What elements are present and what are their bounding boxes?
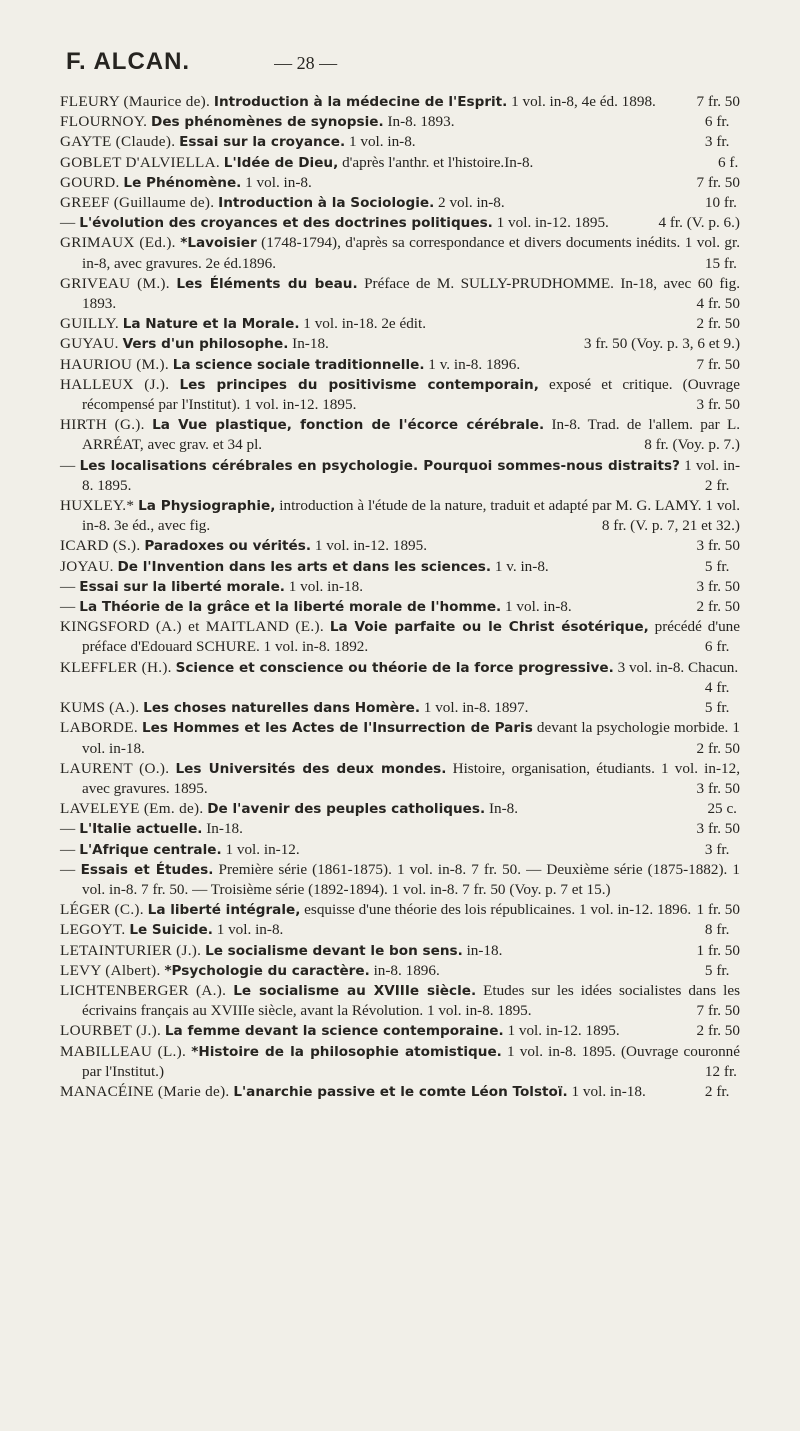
entry-author: GREEF (Guillaume de). (60, 194, 215, 212)
catalogue-entries (60, 92, 740, 1102)
catalogue-entry (60, 557, 740, 577)
entry-detail: In-18. (292, 335, 329, 353)
entry-detail: exposé et critique. (Ouvrage récompensé par l'Institut). 1 vol. in-12. 1895. (82, 375, 740, 414)
catalogue-entry (60, 334, 740, 354)
catalogue-entry (60, 375, 740, 415)
entry-price: 5 fr. (704, 699, 730, 717)
entry-detail: 1 v. in-8. 1896. (428, 355, 521, 373)
entry-title: La femme devant la science contemporaine. (164, 1023, 504, 1040)
entry-title: Les localisations cérébrales en psychologie. Pourquoi sommes-nous distraits? (79, 457, 680, 474)
entry-price: 3 fr. 50 (Voy. p. 3, 6 et 9.) (583, 335, 740, 353)
entry-detail: 1 vol. in-18. (288, 577, 363, 595)
entry-author: — (60, 598, 76, 616)
entry-detail: 1 vol. in-12. 1895. (314, 537, 428, 555)
entry-author: HIRTH (G.). (60, 416, 145, 434)
catalogue-entry (60, 718, 740, 758)
catalogue-entry (60, 1082, 740, 1102)
entry-detail: 1 vol. in-12. (225, 840, 300, 858)
entry-title: La Physiographie, (138, 498, 276, 515)
entry-author: LOURBET (J.). (60, 1022, 162, 1040)
entry-detail: Etudes sur les idées socialistes dans les écrivains français au XVIIIe siècle, avant la Révolution. 1 vol. in-8. 1895. (82, 981, 741, 1020)
entry-detail: In-8. 1893. (387, 113, 455, 131)
entry-title: La Nature et la Morale. (122, 316, 300, 333)
entry-price: 4 fr. (704, 678, 730, 696)
entry-author: GAYTE (Claude). (60, 133, 176, 151)
entry-price: 2 fr. 50 (696, 1022, 740, 1040)
catalogue-entry (60, 112, 740, 132)
entry-title: Les principes du positivisme contemporain, (179, 376, 539, 393)
entry-title: L'Italie actuelle. (79, 821, 203, 838)
entry-detail: 1 vol. in-8, 4e éd. 1898. (511, 93, 656, 110)
publisher-name: F. ALCAN. (66, 48, 191, 75)
catalogue-entry (60, 860, 740, 900)
catalogue-entry (60, 920, 740, 940)
entry-author: LEGOYT. (60, 921, 126, 939)
entry-detail: Première série (1861-1875). 1 vol. in-8. 7 fr. 50. — Deuxième série (1875-1882). 1 vol. in-8. 7 fr. 50. — Troisième série (1892-1894). 1 vol. in-8. 7 fr. 50 (Voy. p. 7 et 15.) (82, 860, 741, 898)
entry-author: MANACÉINE (Marie de). (60, 1082, 230, 1100)
entry-author: JOYAU. (60, 557, 114, 575)
entry-detail: 1 vol. in-18. (571, 1082, 646, 1100)
entry-detail: 2 vol. in-8. (438, 194, 505, 212)
entry-price: 2 fr. (704, 1082, 730, 1100)
entry-author: GUYAU. (60, 335, 119, 353)
entry-author: HALLEUX (J.). (60, 375, 170, 393)
entry-detail: 1 vol. in-8. 1897. (423, 699, 529, 717)
catalogue-entry (60, 1021, 740, 1041)
entry-detail: précédé d'une préface d'Edouard SCHURE. 1 vol. in-8. 1892. (82, 618, 741, 656)
entry-detail: d'après l'anthr. et l'histoire.In-8. (342, 153, 534, 171)
entry-title: Science et conscience ou théorie de la force progressive. (175, 659, 614, 676)
entry-detail: (1748-1794), d'après sa correspondance et divers documents inédits. 1 vol. gr. in-8, avec gravures. 2e éd.1896. (82, 234, 741, 272)
catalogue-entry (60, 577, 740, 597)
entry-title: La Voie parfaite ou le Christ ésotérique, (329, 619, 649, 636)
catalogue-entry (60, 840, 740, 860)
entry-title: La science sociale traditionnelle. (172, 356, 425, 373)
entry-title: L'évolution des croyances et des doctrines politiques. (79, 215, 493, 232)
catalogue-entry (60, 981, 740, 1021)
entry-price: 2 fr. 50 (696, 315, 740, 333)
entry-price: 5 fr. (704, 557, 730, 575)
entry-price: 1 fr. 50 (696, 901, 740, 919)
entry-author: LÉGER (C.). (60, 901, 144, 919)
entry-author: LABORDE. (60, 719, 138, 737)
catalogue-entry (60, 193, 740, 213)
catalogue-entry (60, 132, 740, 152)
catalogue-entry (60, 213, 740, 233)
entry-price: 3 fr. 50 (696, 537, 740, 555)
catalogue-entry (60, 314, 740, 334)
entry-author: MABILLEAU (L.). (60, 1042, 187, 1060)
entry-author: GUILLY. (60, 315, 119, 333)
entry-price: 3 fr. 50 (696, 577, 740, 595)
entry-author: — (60, 214, 76, 232)
entry-author: FLOURNOY. (60, 113, 148, 131)
entry-price: 2 fr. (704, 476, 730, 494)
entry-price: 6 fr. (704, 113, 730, 131)
entry-title: Le Phénomène. (123, 174, 242, 191)
entry-detail: 3 vol. in-8. Chacun. (617, 658, 739, 676)
catalogue-entry (60, 1042, 740, 1082)
catalogue-entry (60, 274, 740, 314)
entry-price: 2 fr. 50 (696, 739, 740, 757)
entry-price: 10 fr. (704, 194, 737, 212)
entry-detail: in-8. 1896. (373, 961, 440, 979)
catalogue-entry (60, 900, 740, 920)
catalogue-entry (60, 658, 740, 698)
entry-detail: 1 vol. in-8. 1895. (82, 456, 741, 494)
entry-author: LAVELEYE (Em. de). (60, 800, 204, 818)
catalogue-entry (60, 819, 740, 839)
catalogue-entry (60, 597, 740, 617)
entry-author: — (60, 840, 76, 858)
entry-detail: 1 vol. in-12. 1895. (496, 214, 609, 232)
catalogue-entry (60, 961, 740, 981)
catalogue-entry (60, 799, 740, 819)
entry-detail: in-18. (466, 941, 503, 959)
entry-author: GOBLET D'ALVIELLA. (60, 153, 220, 171)
entry-author: FLEURY (Maurice de). (60, 93, 211, 110)
entry-title: Essais et Études. (80, 861, 214, 878)
entry-title: L'Idée de Dieu, (223, 154, 339, 171)
entry-title: Paradoxes ou vérités. (144, 538, 312, 555)
entry-title: La Vue plastique, fonction de l'écorce cérébrale. (152, 417, 545, 434)
entry-title: Le socialisme devant le bon sens. (205, 942, 463, 959)
entry-title: Essai sur la liberté morale. (79, 578, 285, 595)
entry-price: 2 fr. 50 (696, 598, 740, 616)
entry-detail: 1 vol. in-8. (245, 173, 312, 191)
entry-title: Le Suicide. (129, 922, 213, 939)
entry-title: Introduction à la Sociologie. (218, 195, 435, 212)
entry-author: HUXLEY.* (60, 497, 135, 515)
entry-title: De l'Invention dans les arts et dans les sciences. (117, 558, 492, 575)
entry-title: Les choses naturelles dans Homère. (143, 700, 420, 717)
entry-title: Essai sur la croyance. (179, 134, 346, 151)
entry-detail: 1 vol. in-8. (348, 133, 416, 151)
entry-price: 8 fr. (Voy. p. 7.) (644, 436, 740, 454)
catalogue-entry (60, 415, 740, 455)
entry-title: Vers d'un philosophe. (122, 336, 289, 353)
entry-title: Les Universités des deux mondes. (175, 760, 447, 777)
entry-price: 7 fr. 50 (696, 93, 740, 110)
entry-price: 4 fr. (V. p. 6.) (658, 214, 740, 232)
entry-author: LETAINTURIER (J.). (60, 941, 202, 959)
entry-title: *Psychologie du caractère. (164, 962, 370, 979)
entry-author: KUMS (A.). (60, 699, 140, 717)
catalogue-entry: GOBLET D'ALVIELLA. L'Idée de Dieu, d'après l'anthr. et l'histoire.In-8. 6 f. (60, 153, 739, 171)
entry-price: 5 fr. (704, 961, 730, 979)
entry-price: 8 fr. (704, 921, 730, 939)
entry-author: KINGSFORD (A.) et MAITLAND (E.). (60, 618, 324, 636)
catalogue-entry (60, 698, 740, 718)
entry-title: La liberté intégrale, (147, 902, 301, 919)
entry-title: *Lavoisier (180, 235, 257, 252)
entry-author: GRIVEAU (M.). (60, 274, 170, 292)
entry-price: 8 fr. (V. p. 7, 21 et 32.) (601, 517, 740, 535)
catalogue-entry (60, 456, 740, 496)
entry-price: 7 fr. 50 (696, 173, 740, 191)
entry-price: 4 fr. 50 (696, 295, 740, 313)
entry-detail: In-8. Trad. de l'allem. par L. ARRÉAT, avec grav. et 34 pl. (82, 416, 741, 454)
entry-detail: esquisse d'une théorie des lois républicaines. 1 vol. in-12. 1896. (304, 901, 692, 919)
entry-title: L'Afrique centrale. (79, 841, 222, 858)
entry-title: *Histoire de la philosophie atomistique. (191, 1043, 502, 1060)
entry-author: LICHTENBERGER (A.). (60, 981, 227, 999)
entry-price: 7 fr. 50 (696, 355, 740, 373)
entry-price: 3 fr. 50 (696, 396, 740, 414)
entry-title: Introduction à la médecine de l'Esprit. (213, 94, 508, 110)
entry-title: De l'avenir des peuples catholiques. (207, 801, 486, 818)
entry-price: 25 c. (707, 800, 737, 818)
catalogue-entry (60, 233, 740, 273)
entry-title: Des phénomènes de synopsie. (151, 114, 384, 131)
entry-price: 3 fr. (704, 133, 730, 151)
entry-title: Le socialisme au XVIIIe siècle. (233, 982, 477, 999)
page-header (60, 48, 740, 82)
page-number: — 28 — (274, 53, 338, 73)
entry-price: 7 fr. 50 (696, 1002, 740, 1020)
entry-author: KLEFFLER (H.). (60, 658, 172, 676)
entry-price: 3 fr. (704, 840, 730, 858)
entry-price: 1 fr. 50 (696, 941, 740, 959)
entry-detail: In-8. (488, 800, 519, 818)
entry-price: 12 fr. (704, 1062, 737, 1080)
entry-title: La Théorie de la grâce et la liberté morale de l'homme. (79, 599, 502, 616)
entry-author: GOURD. (60, 173, 120, 191)
entry-detail: Préface de M. SULLY-PRUDHOMME. In-18, avec 60 fig. 1893. (82, 274, 741, 313)
entry-author: LEVY (Albert). (60, 961, 161, 979)
catalogue-entry (60, 355, 740, 375)
catalogue-entry (60, 496, 740, 536)
entry-detail: introduction à l'étude de la nature, traduit et adapté par M. G. LAMY. 1 vol. in-8. 3e éd., avec fig. (82, 497, 741, 535)
entry-detail: Histoire, organisation, étudiants. 1 vol. in-12, avec gravures. 1895. (82, 759, 741, 797)
entry-title: L'anarchie passive et le comte Léon Tolstoï. (233, 1083, 568, 1100)
entry-detail: 1 vol. in-12. 1895. (507, 1022, 620, 1040)
entry-price: 6 fr. (704, 638, 730, 656)
entry-author: ICARD (S.). (60, 537, 141, 555)
entry-detail: 1 vol. in-8. 1895. (Ouvrage couronné par l'Institut.) (82, 1042, 741, 1080)
entry-author: — (60, 456, 76, 474)
entry-detail: 1 vol. in-18. 2e édit. (303, 315, 427, 333)
entry-detail: devant la psychologie morbide. 1 vol. in-18. (82, 719, 741, 757)
entry-price: 3 fr. 50 (696, 820, 740, 838)
entry-price: 15 fr. (704, 254, 737, 272)
entry-detail: In-18. (206, 820, 243, 838)
entry-author: GRIMAUX (Ed.). (60, 234, 176, 252)
entry-detail: 1 vol. in-8. (505, 598, 572, 616)
catalogue-entry (60, 173, 740, 193)
entry-author: — (60, 577, 76, 595)
entry-detail: 1 v. in-8. (494, 557, 549, 575)
catalogue-entry (60, 759, 740, 799)
entry-detail: 1 vol. in-8. (216, 921, 284, 939)
entry-title: Les Éléments du beau. (176, 275, 358, 292)
entry-author: LAURENT (O.). (60, 759, 170, 777)
entry-author: — (60, 860, 76, 878)
catalogue-entry (60, 92, 740, 112)
entry-author: — (60, 820, 76, 838)
catalogue-entry (60, 617, 740, 657)
entry-author: HAURIOU (M.). (60, 355, 169, 373)
entry-price: 3 fr. 50 (696, 779, 740, 797)
catalogue-entry (60, 536, 740, 556)
catalogue-entry (60, 941, 740, 961)
entry-title: Les Hommes et les Actes de l'Insurrection de Paris (142, 720, 533, 737)
